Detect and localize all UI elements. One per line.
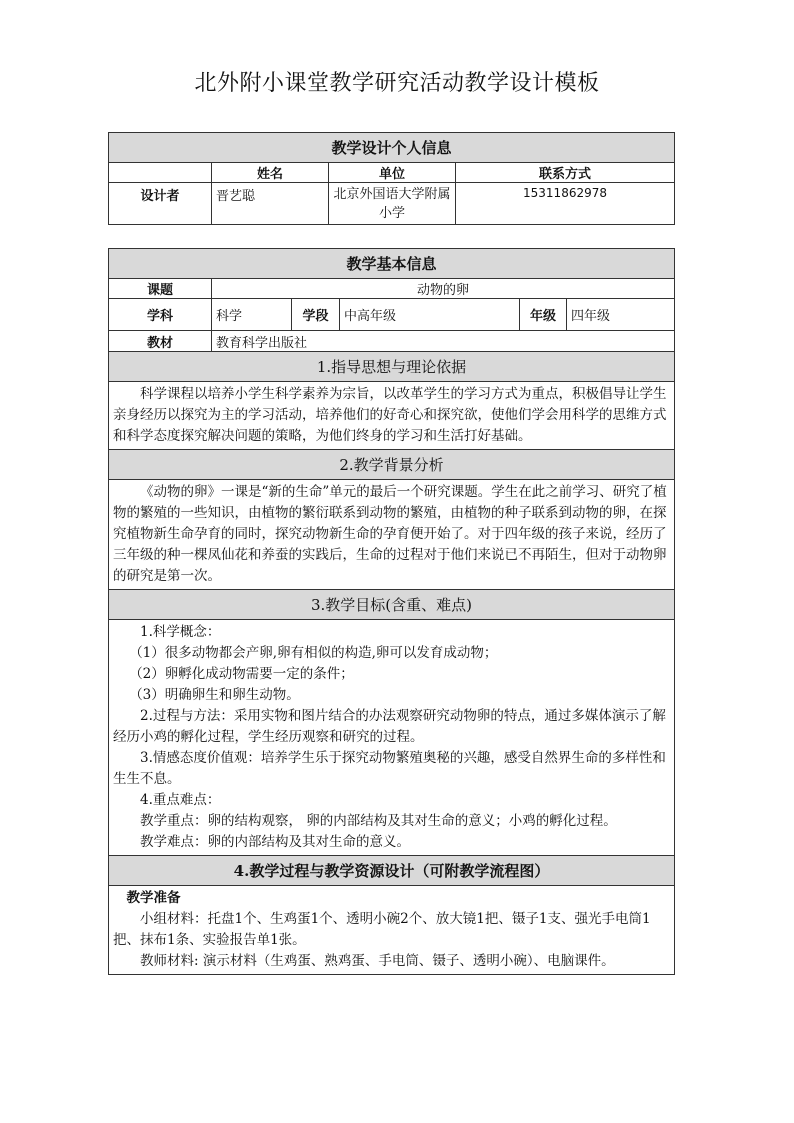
designer-label: 设计者 (109, 183, 212, 225)
section-1-header: 1.指导思想与理论依据 (109, 352, 675, 382)
teaching-difficulties: 教学难点：卵的内部结构及其对生命的意义。 (140, 834, 410, 850)
basic-info-header: 教学基本信息 (109, 249, 675, 279)
section-4-body (109, 886, 675, 975)
section-2-body (109, 480, 675, 590)
personal-info-header: 教学设计个人信息 (109, 133, 675, 163)
section-2-paragraph: 《动物的卵》一课是“新的生命”单元的最后一个研究课题。学生在此之前学习、研究了植物的繁殖的一些知识，由植物的繁衍联系到动物的繁殖，由植物的种子联系到动物的卵，在探究植物新生命孕育的同时，探究动物新生命的孕育便开始了。对于四年级的孩子来说，经历了三年级的种一棵凤仙花和养蚕的实践后，生命的过程对于他们来说已不再陌生，但对于动物卵的研究是第一次。 (113, 484, 667, 584)
empty-cell (109, 163, 212, 183)
objective-process-method: 2.过程与方法：采用实物和图片结合的办法观察研究动物卵的特点，通过多媒体演示了解经历小鸡的孵化过程，学生经历观察和研究的过程。 (113, 708, 666, 745)
teaching-design-table (108, 248, 675, 975)
objective-concept-1: （1）很多动物都会产卵,卵有相似的构造,卵可以发育成动物； (129, 645, 498, 661)
document-title: 北外附小课堂教学研究活动教学设计模板 (194, 71, 600, 96)
textbook-label: 教材 (109, 331, 212, 352)
section-1-body (109, 382, 675, 450)
unit-column-header: 单位 (329, 163, 456, 183)
objective-concept-3: （3）明确卵生和卵生动物。 (129, 687, 300, 703)
topic-value: 动物的卵 (212, 279, 675, 299)
teaching-key-points: 教学重点：卵的结构观察， 卵的内部结构及其对生命的意义；小鸡的孵化过程。 (140, 813, 617, 829)
objective-concept-heading: 1.科学概念： (140, 624, 221, 640)
designer-contact: 15311862978 (456, 183, 675, 225)
textbook-value: 教育科学出版社 (212, 331, 675, 352)
designer-unit: 北京外国语大学附属小学 (329, 183, 456, 225)
group-materials: 小组材料：托盘1个、生鸡蛋1个、透明小碗2个、放大镜1把、镊子1支、强光手电筒1把、抹布1条、实验报告单1张。 (113, 911, 651, 948)
section-3-header: 3.教学目标(含重、难点) (109, 590, 675, 620)
objective-concept-2: （2）卵孵化成动物需要一定的条件； (129, 666, 354, 682)
objective-attitude: 3.情感态度价值观：培养学生乐于探究动物繁殖奥秘的兴趣，感受自然界生命的多样性和生生不息。 (113, 750, 666, 787)
topic-label: 课题 (109, 279, 212, 299)
teaching-preparation-heading: 教学准备 (126, 890, 181, 906)
subject-value: 科学 (212, 299, 292, 331)
personal-info-table (108, 132, 675, 225)
contact-column-header: 联系方式 (456, 163, 675, 183)
grade-value: 四年级 (567, 299, 675, 331)
key-difficult-heading: 4.重点难点： (140, 792, 221, 808)
section-2-header: 2.教学背景分析 (109, 450, 675, 480)
designer-name: 晋艺聪 (212, 183, 329, 225)
subject-label: 学科 (109, 299, 212, 331)
stage-label: 学段 (292, 299, 340, 331)
teacher-materials: 教师材料: 演示材料（生鸡蛋、熟鸡蛋、手电筒、镊子、透明小碗）、电脑课件。 (140, 953, 615, 969)
section-4-header: 4.教学过程与教学资源设计（可附教学流程图） (109, 856, 675, 886)
section-3-body (109, 620, 675, 856)
section-1-paragraph: 科学课程以培养小学生科学素养为宗旨，以改革学生的学习方式为重点，积极倡导让学生亲身经历以探究为主的学习活动，培养他们的好奇心和探究欲，使他们学会用科学的思维方式和科学态度探究解决问题的策略，为他们终身的学习和生活打好基础。 (113, 386, 667, 444)
name-column-header: 姓名 (212, 163, 329, 183)
stage-value: 中高年级 (340, 299, 520, 331)
grade-label: 年级 (520, 299, 567, 331)
